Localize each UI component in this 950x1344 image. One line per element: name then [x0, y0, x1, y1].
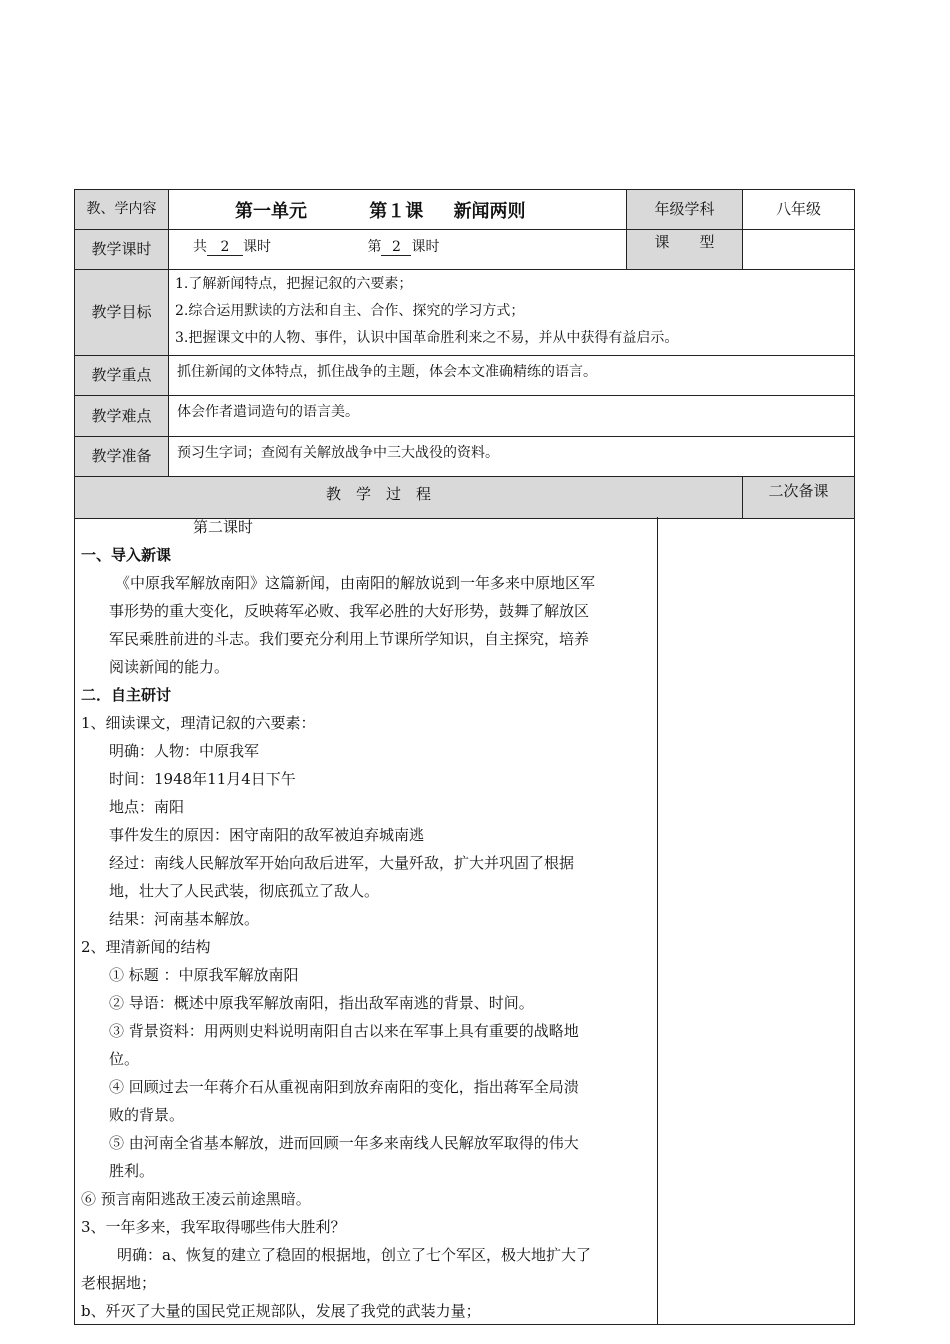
- section-title: 二．自主研讨: [81, 686, 172, 704]
- hours-label: 教学课时: [75, 230, 169, 270]
- answer-line: 胜利。: [109, 1162, 155, 1180]
- goal-item: 2.综合运用默读的方法和自主、合作、探究的学习方式；: [175, 303, 525, 319]
- goal-item: 3.把握课文中的人物、事件，认识中国革命胜利来之不易，并从中获得有益启示。: [175, 330, 679, 346]
- answer-line: ③ 背景资料：用两则史料说明南阳自古以来在军事上具有重要的战略地: [109, 1022, 579, 1040]
- difficulties-label: 教学难点: [75, 396, 169, 437]
- process-header-label: 教 学 过 程: [325, 485, 431, 503]
- answer-line: 老根据地；: [81, 1274, 157, 1292]
- question: 2、理清新闻的结构: [81, 938, 211, 956]
- answer-line: 地，壮大了人民武装，彻底孤立了敌人。: [109, 882, 380, 900]
- grade-subject-label: 年级学科: [627, 190, 743, 230]
- answer-line: b、歼灭了大量的国民党正规部队，发展了我党的武装力量；: [81, 1302, 481, 1320]
- question: 3、一年多来，我军取得哪些伟大胜利？: [81, 1218, 346, 1236]
- goals-label: 教学目标: [75, 270, 169, 356]
- preparation-text: 预习生字词；查阅有关解放战争中三大战役的资料。: [169, 437, 855, 477]
- type-value: [743, 230, 855, 270]
- total-suffix: 课时: [243, 239, 271, 255]
- answer-line: ② 导语：概述中原我军解放南阳，指出敌军南逃的背景、时间。: [109, 994, 534, 1012]
- goals-cell: [169, 270, 855, 356]
- type-label: 课 型: [627, 230, 743, 270]
- answer-line: 位。: [109, 1050, 140, 1068]
- answer-line: 明确：a、恢复的建立了稳固的根据地，创立了七个军区，极大地扩大了: [117, 1246, 591, 1264]
- process-header: [75, 477, 743, 519]
- answer-line: 败的背景。: [109, 1106, 185, 1124]
- answer-line: 时间：1948年11月4日下午: [109, 770, 296, 788]
- paragraph-line: 事形势的重大变化，反映蒋军必败、我军必胜的大好形势，鼓舞了解放区: [109, 602, 590, 620]
- paragraph-line: 军民乘胜前进的斗志。我们要充分利用上节课所学知识，自主探究，培养: [109, 630, 590, 648]
- key-points-label: 教学重点: [75, 356, 169, 396]
- answer-line: ⑥ 预言南阳逃敌王凌云前途黑暗。: [81, 1190, 311, 1208]
- goal-item: 1.了解新闻特点，把握记叙的六要素；: [175, 276, 413, 292]
- paragraph-line: 阅读新闻的能力。: [109, 658, 230, 676]
- answer-line: 事件发生的原因：困守南阳的敌军被迫弃城南逃: [109, 826, 425, 844]
- lesson-plan-table: [74, 189, 855, 519]
- unit-title: 第一单元: [235, 200, 307, 222]
- content-label: 教、学内容: [75, 190, 169, 230]
- preparation-label: 教学准备: [75, 437, 169, 477]
- answer-line: ④ 回顾过去一年蒋介石从重视南阳到放弃南阳的变化，指出蒋军全局溃: [109, 1078, 579, 1096]
- section-title: 一、导入新课: [81, 546, 172, 564]
- grade-value: 八年级: [743, 190, 855, 230]
- nth-suffix: 课时: [411, 239, 440, 255]
- hours-cell: [169, 230, 627, 270]
- lesson-title-cell: [169, 190, 627, 230]
- difficulties-text: 体会作者遣词造句的语言美。: [169, 396, 855, 437]
- session-label: 第二课时: [193, 518, 254, 536]
- bottom-border: [74, 1324, 855, 1325]
- second-prep-header: 二次备课: [743, 477, 855, 519]
- answer-line: 地点：南阳: [109, 798, 185, 816]
- answer-line: ⑤ 由河南全省基本解放，进而回顾一年多来南线人民解放军取得的伟大: [109, 1134, 579, 1152]
- key-points-text: 抓住新闻的文体特点，抓住战争的主题，体会本文准确精练的语言。: [169, 356, 855, 396]
- total-prefix: 共: [193, 239, 207, 255]
- answer-line: 经过：南线人民解放军开始向敌后进军，大量歼敌，扩大并巩固了根据: [109, 854, 575, 872]
- second-prep-column: [656, 517, 855, 1324]
- nth-hour: 2: [381, 239, 411, 256]
- answer-line: 明确：人物：中原我军: [109, 742, 260, 760]
- paragraph-line: 《中原我军解放南阳》这篇新闻，由南阳的解放说到一年多来中原地区军: [115, 574, 596, 592]
- teaching-process: [74, 517, 658, 1324]
- answer-line: ① 标题 ：中原我军解放南阳: [109, 966, 299, 984]
- lesson-number: 第１课: [369, 200, 424, 222]
- nth-prefix: 第: [367, 239, 382, 255]
- total-hours: 2: [207, 239, 243, 256]
- answer-line: 结果：河南基本解放。: [109, 910, 260, 928]
- lesson-name: 新闻两则: [453, 200, 526, 222]
- question: 1、细读课文，理清记叙的六要素：: [81, 714, 316, 732]
